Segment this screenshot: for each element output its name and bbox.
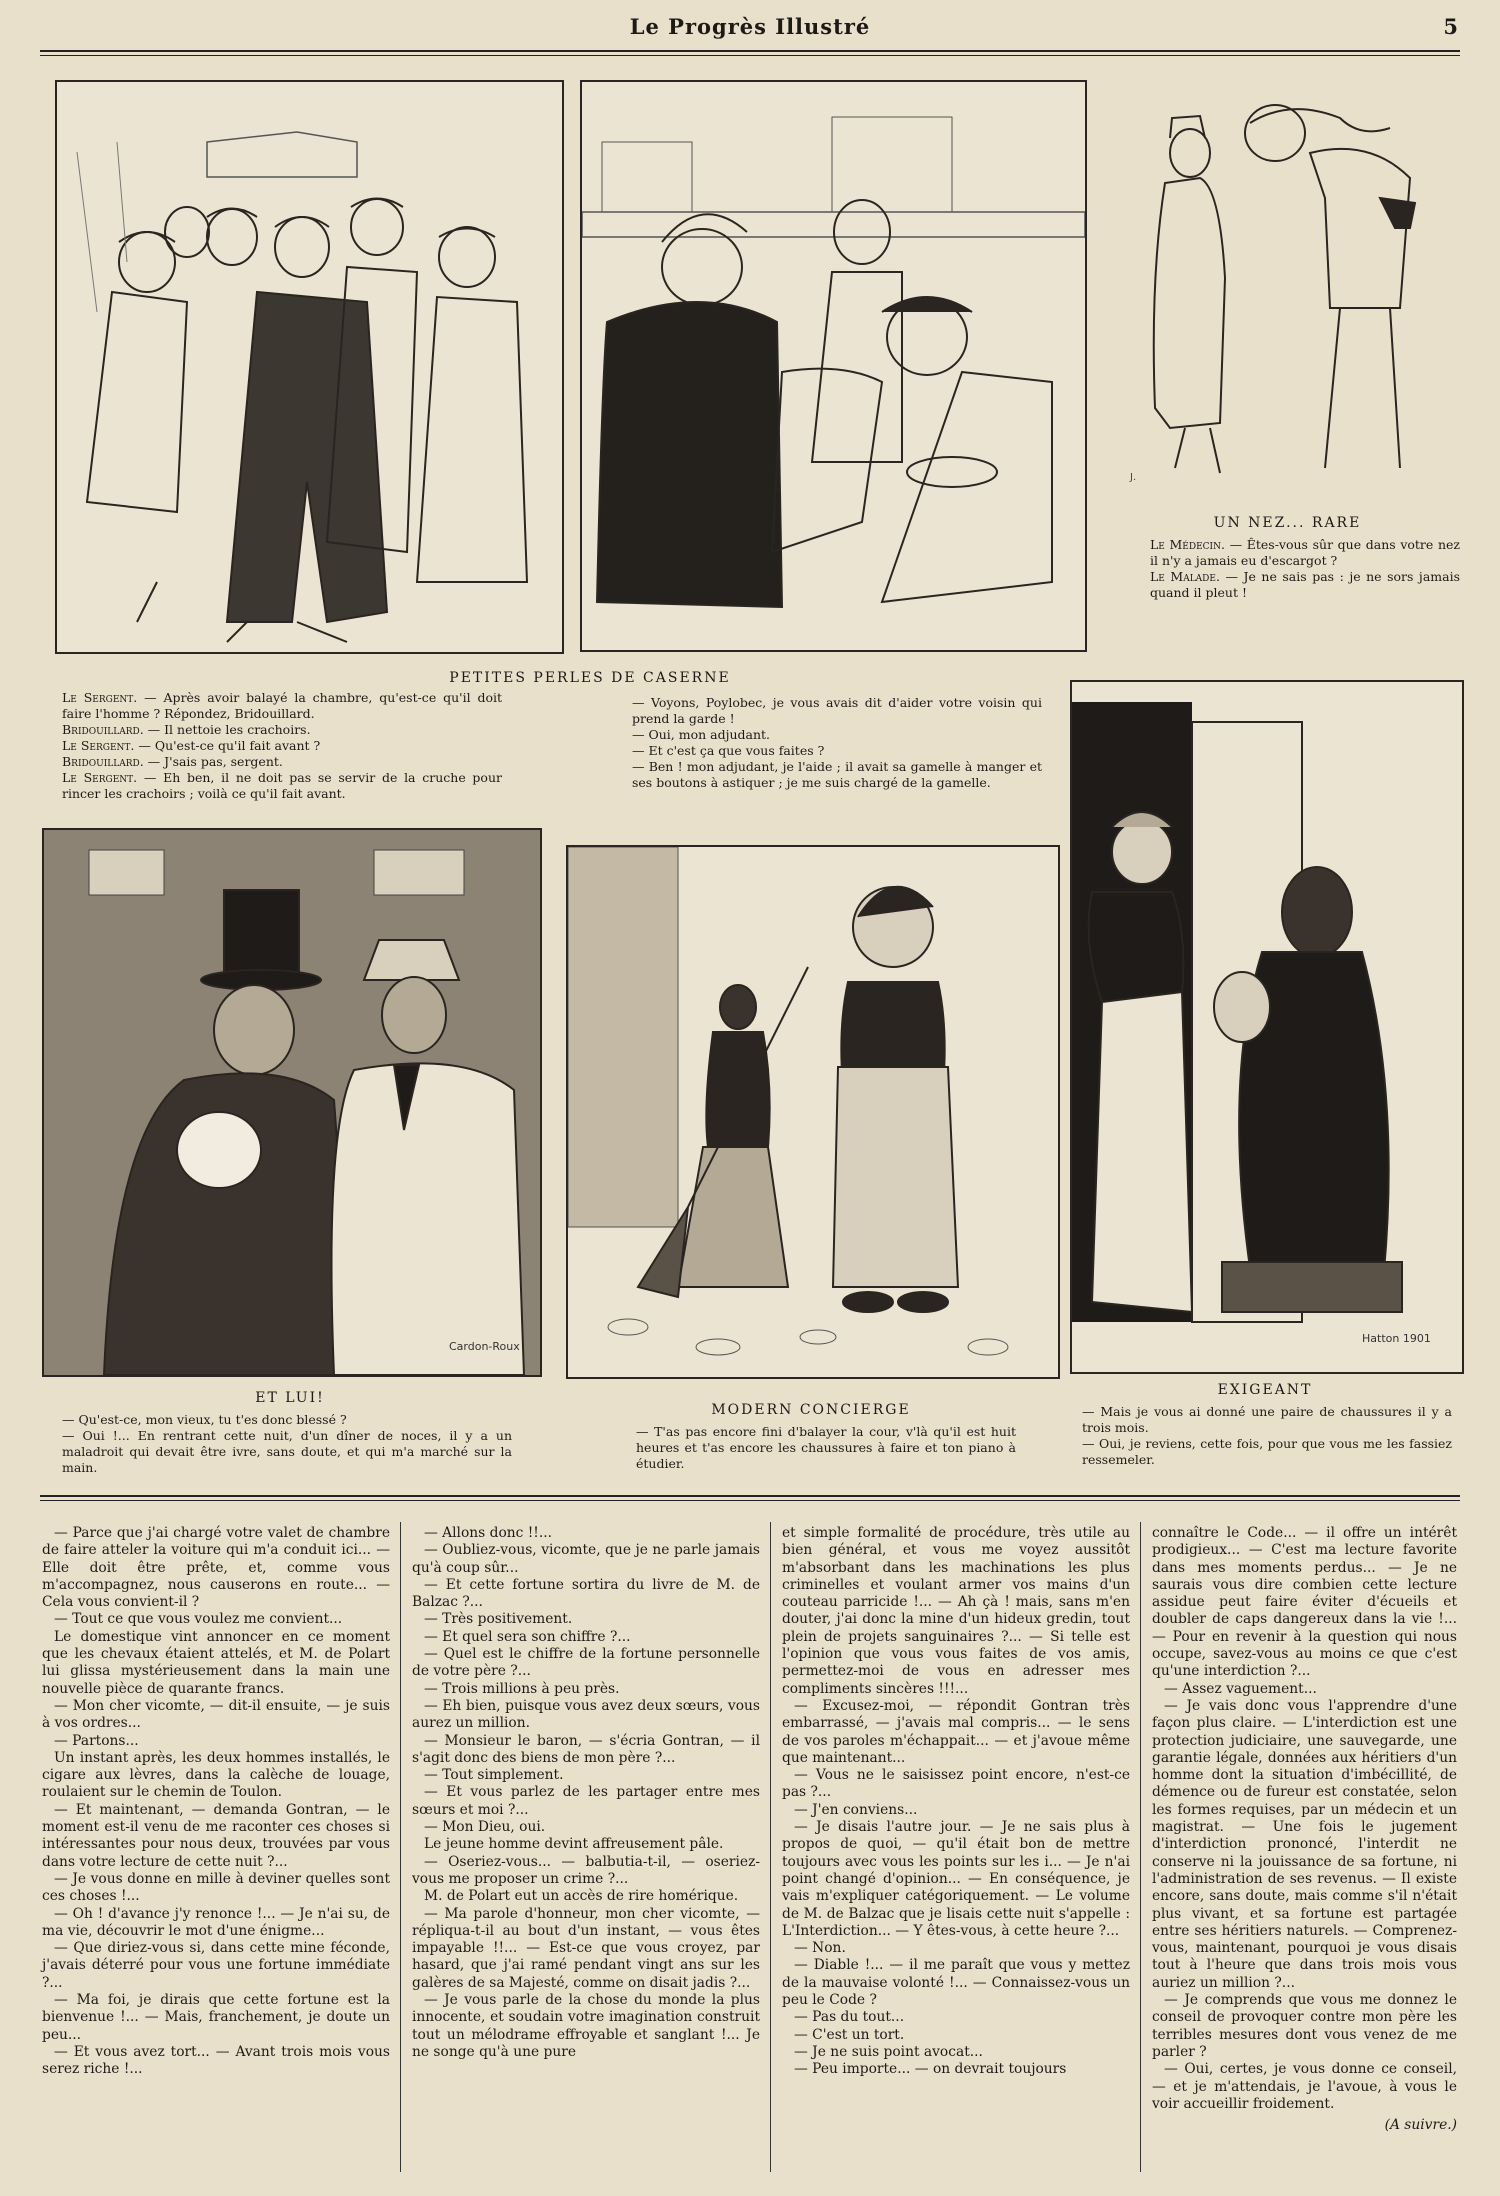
petites-perles-left-caption bbox=[62, 690, 502, 802]
serial-column-2 bbox=[412, 1525, 760, 2061]
serial-paragraph: — Eh bien, puisque vous avez deux sœurs, vous aurez un million. bbox=[412, 1697, 760, 1732]
serial-paragraph: — Je vais donc vous l'apprendre d'une façon plus claire. — L'interdiction est une protection judiciaire, une sauvegarde, une garantie légale, données aux héritiers d'un homme dont la situation d'imbécillité, de démence ou de fureur est constatée, selon les formes requises, par un médecin et un magistrat. — Une fois le jugement d'interdiction prononcé, l'interdit ne conserve ni la jouissance de sa fortune, ni l'administration de ses revenus. — Il existe encore, sans doute, mais comme s'il n'était plus vivant, et sa fortune est partagée entre ses héritiers naturels. — Comprenez-vous, maintenant, pourquoi je vous disais tout à l'heure que dans trois mois vous auriez un million ?... bbox=[1152, 1697, 1457, 1991]
artist-signature: Cardon-Roux bbox=[449, 1340, 520, 1353]
dialogue-line: — T'as pas encore fini d'balayer la cour, v'là qu'il est huit heures et t'as encore les chaussures à faire et ton piano à étudier. bbox=[636, 1424, 1016, 1471]
speaker: Le Sergent. bbox=[62, 770, 138, 785]
speaker: Le Malade. bbox=[1150, 569, 1220, 584]
serial-paragraph: — Tout ce que vous voulez me convient... bbox=[54, 1611, 343, 1628]
serial-paragraph: — Mon cher vicomte, — dit-il ensuite, — je suis à vos ordres... bbox=[42, 1697, 390, 1732]
serial-paragraph: connaître le Code... — il offre un intérêt prodigieux... — C'est ma lecture favorite dans mes moments perdus... — Je ne saurais vous dire combien cette lecture assidue peut faire éviter d'écueils et doubler de caps dangereux dans la vie !... — Pour en revenir à la question qui nous occupe, savez-vous au moins ce que c'est qu'une interdiction ?... bbox=[1152, 1525, 1457, 1680]
dialogue-line: — Qu'est-ce, mon vieux, tu t'es donc blessé ? bbox=[62, 1412, 347, 1427]
serial-paragraph: — Allons donc !!... bbox=[424, 1525, 553, 1541]
serial-paragraph: Un instant après, les deux hommes installés, le cigare aux lèvres, dans la calèche de louage, roulaient sur le chemin de Toulon. bbox=[42, 1749, 390, 1801]
serial-paragraph: — J'en conviens... bbox=[794, 1801, 918, 1818]
adjudant-soldier-illustration bbox=[582, 82, 1085, 650]
dialogue-line: — Mais je vous ai donné une paire de chaussures il y a trois mois. bbox=[1082, 1404, 1452, 1435]
speaker: Le Médecin. bbox=[1150, 537, 1225, 552]
dialogue-line: — Je ne sais pas : je ne sors jamais quand il pleut ! bbox=[1150, 569, 1460, 600]
speaker: Bridouillard. bbox=[62, 722, 144, 737]
serial-paragraph: — Oseriez-vous... — balbutia-t-il, — oseriez-vous me proposer un crime ?... bbox=[412, 1853, 760, 1887]
serial-paragraph: — Ma foi, je dirais que cette fortune est la bienvenue !... — Mais, franchement, je doute un peu... bbox=[42, 1992, 390, 2043]
serial-paragraph: — Et vous avez tort... — Avant trois mois vous serez riche !... bbox=[42, 2043, 390, 2078]
serial-separator-rule-thin bbox=[40, 1500, 1460, 1501]
modern-concierge-panel bbox=[566, 845, 1060, 1379]
serial-paragraph: — Et vous parlez de les partager entre mes sœurs et moi ?... bbox=[412, 1784, 760, 1818]
serial-paragraph: — Oh ! d'avance j'y renonce !... — Je n'ai su, de ma vie, découvrir le mot d'une énigme... bbox=[42, 1905, 390, 1939]
serial-paragraph: — Je ne suis point avocat... bbox=[794, 2043, 983, 2060]
serial-paragraph: — Et maintenant, — demanda Gontran, — le moment est-il venu de me raconter ces choses si intéressantes pour nous deux, trouvées par vous dans votre lecture de cette nuit ?... bbox=[42, 1801, 390, 1870]
serial-column-3 bbox=[782, 1525, 1130, 2079]
serial-paragraph: — Je vous donne en mille à deviner quelles sont ces choses !... bbox=[42, 1870, 390, 1905]
dialogue-line: — Après avoir balayé la chambre, qu'est-ce qu'il doit faire l'homme ? Répondez, Bridouillard. bbox=[62, 690, 502, 721]
to-be-continued: (A suivre.) bbox=[1384, 2117, 1457, 2134]
dialogue-line: — Et c'est ça que vous faites ? bbox=[632, 743, 825, 758]
serial-column-1 bbox=[42, 1525, 390, 2079]
serial-paragraph: — Parce que j'ai chargé votre valet de chambre de faire atteler la voiture qui m'a conduit ici... — Elle doit être prête, et, comme vous m'accompagnez, nous causerons en route... — Cela vous convient-il ? bbox=[42, 1525, 390, 1611]
serial-column-4 bbox=[1152, 1525, 1457, 2134]
exigeant-title: EXIGEANT bbox=[1217, 1382, 1313, 1398]
serial-paragraph: — Partons... bbox=[54, 1732, 139, 1749]
soldiers-group-illustration bbox=[57, 82, 562, 652]
barracks-cartoon-panel-right bbox=[580, 80, 1087, 652]
serial-paragraph: — Assez vaguement... bbox=[1164, 1680, 1317, 1697]
speaker: Le Sergent. bbox=[62, 690, 138, 705]
serial-paragraph: — Excusez-moi, — répondit Gontran très embarrassé, — j'avais mal compris... — le sens de vos paroles m'échappait... — et j'avoue même que maintenant... bbox=[782, 1697, 1130, 1766]
serial-paragraph: — Non. bbox=[794, 1940, 846, 1957]
modern-concierge-title: MODERN CONCIERGE bbox=[711, 1402, 911, 1418]
serial-paragraph: — Tout simplement. bbox=[424, 1767, 564, 1784]
serial-paragraph: — Peu importe... — on devrait toujours bbox=[794, 2061, 1067, 2078]
serial-paragraph: — Que diriez-vous si, dans cette mine féconde, j'avais déterré pour vous une fortune immédiate ?... bbox=[42, 1940, 390, 1991]
serial-paragraph: — Je comprends que vous me donnez le conseil de provoquer contre mon père les terribles mesures dont vous venez de me parler ? bbox=[1152, 1992, 1457, 2060]
serial-paragraph: — Trois millions à peu près. bbox=[424, 1680, 620, 1697]
serial-separator-rule bbox=[40, 1495, 1460, 1497]
et-lui-panel bbox=[42, 828, 542, 1377]
concierge-illustration bbox=[568, 847, 1058, 1377]
artist-signature: Hatton 1901 bbox=[1362, 1332, 1431, 1345]
serial-paragraph: Le domestique vint annoncer en ce moment que les chevaux étaient attelés, et M. de Polart lui glissa mystérieusement dans la main une nouvelle pièce de quarante francs. bbox=[42, 1628, 390, 1697]
serial-paragraph: — Pas du tout... bbox=[794, 2009, 905, 2026]
column-divider bbox=[400, 1522, 401, 2172]
speaker: Le Sergent. bbox=[62, 738, 135, 753]
dialogue-line: — Voyons, Poylobec, je vous avais dit d'aider votre voisin qui prend la garde ! bbox=[632, 695, 1042, 726]
dialogue-line: — J'sais pas, sergent. bbox=[143, 754, 283, 769]
nez-rare-title: UN NEZ... RARE bbox=[1213, 515, 1362, 531]
dialogue-line: — Oui, mon adjudant. bbox=[632, 727, 771, 742]
dialogue-line: — Oui, je reviens, cette fois, pour que vous me les fassiez ressemeler. bbox=[1082, 1436, 1452, 1467]
exigeant-panel bbox=[1070, 680, 1464, 1374]
dialogue-line: — Êtes-vous sûr que dans votre nez il n'y a jamais eu d'escargot ? bbox=[1150, 537, 1460, 568]
serial-paragraph: — Oubliez-vous, vicomte, que je ne parle jamais qu'à coup sûr... bbox=[412, 1542, 760, 1576]
serial-paragraph: — Je vous parle de la chose du monde la plus innocente, et soudain votre imagination construit tout un mélodrame effroyable et sanglant !... Je ne songe qu'à une pure bbox=[412, 1992, 760, 2060]
page-number: 5 bbox=[1443, 14, 1458, 39]
dialogue-line: — Ben ! mon adjudant, je l'aide ; il avait sa gamelle à manger et ses boutons à astiquer ; je me suis chargé de la gamelle. bbox=[632, 759, 1042, 790]
serial-paragraph: et simple formalité de procédure, très utile au bien général, et vous me voyez aussitôt m'absorbant dans les machinations les plus criminelles et voulant armer vos mains d'un couteau parricide !... — Ah çà ! mais, sans m'en douter, j'ai donc la mine d'un hideux gredin, tout plein de projets sanguinaires ?... — Si telle est l'opinion que vous vous faites de vos amis, permettez-moi de vous en adresser mes compliments sincères !!!... bbox=[782, 1525, 1130, 1697]
serial-paragraph: Le jeune homme devint affreusement pâle. bbox=[424, 1836, 724, 1853]
masthead bbox=[40, 8, 1460, 48]
doorway-illustration bbox=[1072, 682, 1462, 1372]
exigeant-caption bbox=[1082, 1404, 1452, 1468]
serial-paragraph: M. de Polart eut un accès de rire homérique. bbox=[424, 1888, 739, 1905]
serial-paragraph: — Quel est le chiffre de la fortune personnelle de votre père ?... bbox=[412, 1646, 760, 1680]
dialogue-line: — Eh ben, il ne doit pas se servir de la cruche pour rincer les crachoirs ; voilà ce qu'il fait avant. bbox=[62, 770, 502, 801]
column-divider bbox=[770, 1522, 771, 2172]
et-lui-caption bbox=[62, 1412, 512, 1476]
svg-text:J.: J. bbox=[1130, 472, 1137, 483]
dialogue-line: — Il nettoie les crachoirs. bbox=[143, 722, 311, 737]
serial-paragraph: — Et quel sera son chiffre ?... bbox=[424, 1628, 631, 1645]
serial-paragraph: — Oui, certes, je vous donne ce conseil, — et je m'attendais, je l'avoue, à vous le voir accueillir froidement. bbox=[1152, 2061, 1457, 2112]
masthead-rule bbox=[40, 50, 1460, 52]
serial-paragraph: — C'est un tort. bbox=[794, 2026, 905, 2043]
doctor-patient-illustration bbox=[1110, 78, 1465, 488]
nez-rare-panel bbox=[1110, 78, 1465, 488]
dialogue-line: — Oui !... En rentrant cette nuit, d'un dîner de noces, il y a un maladroit qui devait être ivre, sans doute, et qui m'a marché sur la main. bbox=[62, 1428, 512, 1475]
two-gentlemen-illustration bbox=[44, 830, 540, 1375]
dialogue-line: — Qu'est-ce qu'il fait avant ? bbox=[134, 738, 321, 753]
serial-paragraph: — Diable !... — il me paraît que vous y mettez de la mauvaise volonté !... — Connaissez-vous un peu le Code ? bbox=[782, 1957, 1130, 2009]
serial-paragraph: — Ma parole d'honneur, mon cher vicomte, — répliqua-t-il au bout d'un instant, — vous êtes impayable !!... — Est-ce que vous croyez, par hasard, que j'ai ramé pendant vingt ans sur les galères de sa Majesté, comme on disait jadis ?... bbox=[412, 1905, 760, 1991]
nez-rare-caption bbox=[1150, 537, 1460, 601]
modern-concierge-caption bbox=[636, 1424, 1016, 1472]
serial-paragraph: — Vous ne le saisissez point encore, n'est-ce pas ?... bbox=[782, 1767, 1130, 1801]
speaker: Bridouillard. bbox=[62, 754, 144, 769]
serial-paragraph: — Et cette fortune sortira du livre de M. de Balzac ?... bbox=[412, 1576, 760, 1611]
serial-paragraph: — Monsieur le baron, — s'écria Gontran, — il s'agit donc des biens de mon père ?... bbox=[412, 1732, 760, 1766]
column-divider bbox=[1140, 1522, 1141, 2172]
petites-perles-title: PETITES PERLES DE CASERNE bbox=[449, 670, 731, 686]
petites-perles-right-caption bbox=[632, 695, 1042, 791]
et-lui-title: ET LUI! bbox=[255, 1390, 325, 1406]
masthead-rule-thin bbox=[40, 55, 1460, 56]
newspaper-title: Le Progrès Illustré bbox=[629, 14, 871, 39]
barracks-cartoon-panel-left bbox=[55, 80, 564, 654]
serial-paragraph: — Je disais l'autre jour. — Je ne sais plus à propos de quoi, — qu'il était bon de mettre toujours avec vous les points sur les i... — Je n'ai point changé d'opinion... — En conséquence, je vais m'expliquer catégoriquement. — Le volume de M. de Balzac que je lisais cette nuit s'appelle : L'Interdiction... — Y êtes-vous, à cette heure ?... bbox=[782, 1819, 1130, 1939]
serial-paragraph: — Mon Dieu, oui. bbox=[424, 1819, 546, 1836]
serial-paragraph: — Très positivement. bbox=[424, 1611, 573, 1628]
